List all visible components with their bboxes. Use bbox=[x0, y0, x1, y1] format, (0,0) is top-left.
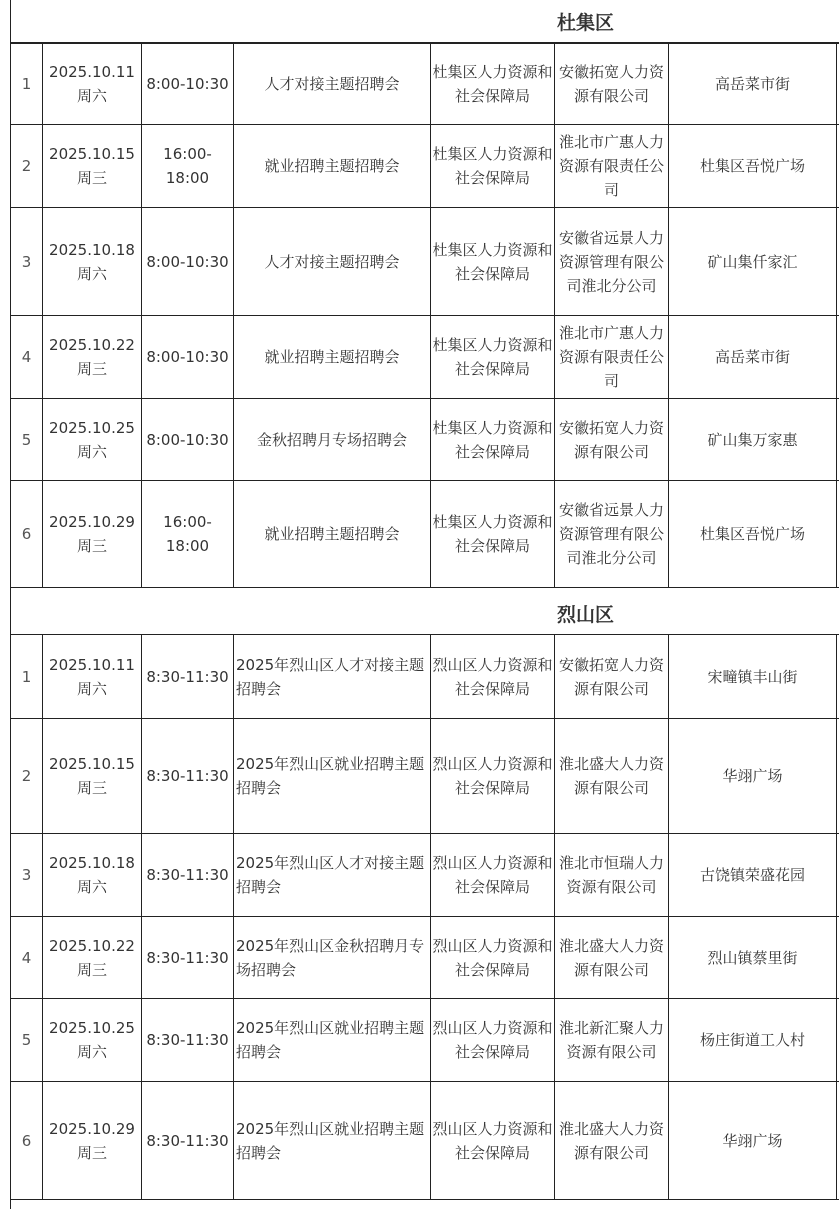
event-name-cell: 2025年烈山区人才对接主题招聘会 bbox=[233, 834, 430, 916]
table-row bbox=[10, 635, 839, 719]
row-number: 2 bbox=[10, 125, 42, 207]
company-cell: 淮北市广惠人力资源有限责任公司 bbox=[554, 125, 668, 207]
time-cell: 8:30-11:30 bbox=[141, 1082, 233, 1199]
time-cell: 8:00-10:30 bbox=[141, 399, 233, 480]
company-cell: 淮北盛大人力资源有限公司 bbox=[554, 917, 668, 998]
time-cell: 8:00-10:30 bbox=[141, 208, 233, 315]
company-cell: 安徽省远景人力资源管理有限公司淮北分公司 bbox=[554, 481, 668, 587]
section-header-duji bbox=[10, 0, 839, 43]
date: 2025.10.25 bbox=[49, 418, 135, 437]
event-name-cell: 2025年烈山区就业招聘主题招聘会 bbox=[233, 999, 430, 1081]
section-title: 杜集区 bbox=[557, 12, 615, 34]
date: 2025.10.18 bbox=[49, 240, 135, 259]
date-cell bbox=[42, 316, 141, 398]
row-number: 5 bbox=[10, 399, 42, 480]
table-row bbox=[10, 1082, 839, 1200]
organizer-cell: 烈山区人力资源和社会保障局 bbox=[430, 1082, 554, 1199]
date-cell bbox=[42, 719, 141, 833]
organizer-cell: 杜集区人力资源和社会保障局 bbox=[430, 208, 554, 315]
location-cell: 杜集区吾悦广场 bbox=[668, 125, 836, 207]
weekday: 周六 bbox=[76, 679, 107, 698]
weekday: 周三 bbox=[76, 360, 107, 378]
location-cell: 矿山集万家惠 bbox=[668, 399, 836, 480]
event-name-cell: 金秋招聘月专场招聘会 bbox=[233, 399, 430, 480]
row-number: 5 bbox=[10, 999, 42, 1081]
table-row-partial bbox=[10, 1200, 839, 1209]
organizer-cell: 杜集区人力资源和社会保障局 bbox=[430, 316, 554, 398]
job-fair-schedule-table bbox=[10, 0, 839, 1209]
weekday: 周三 bbox=[76, 779, 107, 797]
company-cell: 淮北新汇聚人力资源有限公司 bbox=[554, 999, 668, 1081]
date-cell bbox=[42, 1082, 141, 1199]
company-cell: 淮北盛大人力资源有限公司 bbox=[554, 719, 668, 833]
date: 2025.10.11 bbox=[49, 63, 135, 81]
weekday: 周六 bbox=[76, 1043, 107, 1061]
time-cell: 8:00-10:30 bbox=[141, 44, 233, 124]
table-row bbox=[10, 917, 839, 999]
time-cell: 16:00-18:00 bbox=[141, 481, 233, 587]
date-cell bbox=[42, 399, 141, 480]
organizer-cell: 烈山区人力资源和社会保障局 bbox=[430, 999, 554, 1081]
table-row bbox=[10, 125, 839, 208]
date: 2025.10.22 bbox=[49, 336, 135, 354]
company-cell: 安徽拓宽人力资源有限公司 bbox=[554, 635, 668, 718]
event-name-cell: 2025年烈山区就业招聘主题招聘会 bbox=[233, 1082, 430, 1199]
weekday: 周三 bbox=[76, 169, 107, 187]
section-header-cell bbox=[10, 0, 839, 43]
section-title: 烈山区 bbox=[557, 604, 615, 626]
location-cell: 高岳菜市街 bbox=[668, 316, 836, 398]
date-cell bbox=[42, 125, 141, 207]
date: 2025.10.11 bbox=[49, 655, 135, 674]
table-row bbox=[10, 316, 839, 399]
event-name-cell: 就业招聘主题招聘会 bbox=[233, 316, 430, 398]
organizer-cell: 烈山区人力资源和社会保障局 bbox=[430, 719, 554, 833]
weekday: 周六 bbox=[76, 87, 107, 105]
location-cell: 杨庄街道工人村 bbox=[668, 999, 836, 1081]
date: 2025.10.29 bbox=[49, 1119, 135, 1138]
date-cell bbox=[42, 208, 141, 315]
weekday: 周六 bbox=[76, 264, 107, 283]
organizer-cell: 杜集区人力资源和社会保障局 bbox=[430, 44, 554, 124]
organizer-cell: 烈山区人力资源和社会保障局 bbox=[430, 834, 554, 916]
event-name-cell: 人才对接主题招聘会 bbox=[233, 44, 430, 124]
weekday: 周六 bbox=[76, 442, 107, 461]
organizer-cell: 杜集区人力资源和社会保障局 bbox=[430, 125, 554, 207]
location-cell: 高岳菜市街 bbox=[668, 44, 836, 124]
organizer-cell: 烈山区人力资源和社会保障局 bbox=[430, 917, 554, 998]
organizer-cell: 烈山区人力资源和社会保障局 bbox=[430, 635, 554, 718]
event-name-cell: 就业招聘主题招聘会 bbox=[233, 481, 430, 587]
date-cell bbox=[42, 44, 141, 124]
company-cell: 安徽拓宽人力资源有限公司 bbox=[554, 399, 668, 480]
table-row bbox=[10, 399, 839, 481]
location-cell: 古饶镇荣盛花园 bbox=[668, 834, 836, 916]
row-number: 4 bbox=[10, 316, 42, 398]
row-number: 6 bbox=[10, 481, 42, 587]
weekday: 周三 bbox=[76, 537, 107, 555]
date: 2025.10.15 bbox=[49, 755, 135, 773]
time-cell: 8:30-11:30 bbox=[141, 834, 233, 916]
row-number: 6 bbox=[10, 1082, 42, 1199]
company-cell: 安徽拓宽人力资源有限公司 bbox=[554, 44, 668, 124]
time-cell: 8:30-11:30 bbox=[141, 719, 233, 833]
weekday: 周三 bbox=[76, 1143, 107, 1162]
event-name-cell: 2025年烈山区人才对接主题招聘会 bbox=[233, 635, 430, 718]
row-number: 3 bbox=[10, 834, 42, 916]
date: 2025.10.18 bbox=[49, 854, 135, 872]
company-cell: 安徽省远景人力资源管理有限公司淮北分公司 bbox=[554, 208, 668, 315]
company-cell: 淮北市恒瑞人力资源有限公司 bbox=[554, 834, 668, 916]
row-number: 2 bbox=[10, 719, 42, 833]
date-cell bbox=[42, 635, 141, 718]
event-name-cell: 人才对接主题招聘会 bbox=[233, 208, 430, 315]
section-header-lieshan bbox=[10, 588, 839, 635]
row-number: 1 bbox=[10, 635, 42, 718]
location-cell: 华翊广场 bbox=[668, 719, 836, 833]
event-name-cell: 2025年烈山区就业招聘主题招聘会 bbox=[233, 719, 430, 833]
event-name-cell: 就业招聘主题招聘会 bbox=[233, 125, 430, 207]
row-number: 3 bbox=[10, 208, 42, 315]
date: 2025.10.29 bbox=[49, 513, 135, 531]
partial-cell bbox=[10, 1200, 839, 1209]
table-row bbox=[10, 481, 839, 588]
time-cell: 8:30-11:30 bbox=[141, 635, 233, 718]
table-row bbox=[10, 999, 839, 1082]
organizer-cell: 杜集区人力资源和社会保障局 bbox=[430, 399, 554, 480]
date: 2025.10.25 bbox=[49, 1019, 135, 1037]
location-cell: 杜集区吾悦广场 bbox=[668, 481, 836, 587]
time-cell: 16:00-18:00 bbox=[141, 125, 233, 207]
section-header-cell bbox=[10, 588, 839, 635]
date-cell bbox=[42, 834, 141, 916]
location-cell: 矿山集仟家汇 bbox=[668, 208, 836, 315]
location-cell: 华翊广场 bbox=[668, 1082, 836, 1199]
weekday: 周三 bbox=[76, 960, 107, 979]
time-cell: 8:30-11:30 bbox=[141, 999, 233, 1081]
table-row bbox=[10, 719, 839, 834]
time-cell: 8:00-10:30 bbox=[141, 316, 233, 398]
row-number: 4 bbox=[10, 917, 42, 998]
event-name-cell: 2025年烈山区金秋招聘月专场招聘会 bbox=[233, 917, 430, 998]
time-cell: 8:30-11:30 bbox=[141, 917, 233, 998]
date-cell bbox=[42, 999, 141, 1081]
location-cell: 烈山镇蔡里街 bbox=[668, 917, 836, 998]
row-number: 1 bbox=[10, 44, 42, 124]
date: 2025.10.15 bbox=[49, 145, 135, 163]
date-cell bbox=[42, 481, 141, 587]
location-cell: 宋疃镇丰山街 bbox=[668, 635, 836, 718]
company-cell: 淮北盛大人力资源有限公司 bbox=[554, 1082, 668, 1199]
table-row bbox=[10, 208, 839, 316]
organizer-cell: 杜集区人力资源和社会保障局 bbox=[430, 481, 554, 587]
company-cell: 淮北市广惠人力资源有限责任公司 bbox=[554, 316, 668, 398]
date: 2025.10.22 bbox=[49, 936, 135, 955]
table-row bbox=[10, 43, 839, 125]
date-cell bbox=[42, 917, 141, 998]
weekday: 周六 bbox=[76, 878, 107, 896]
table-row bbox=[10, 834, 839, 917]
